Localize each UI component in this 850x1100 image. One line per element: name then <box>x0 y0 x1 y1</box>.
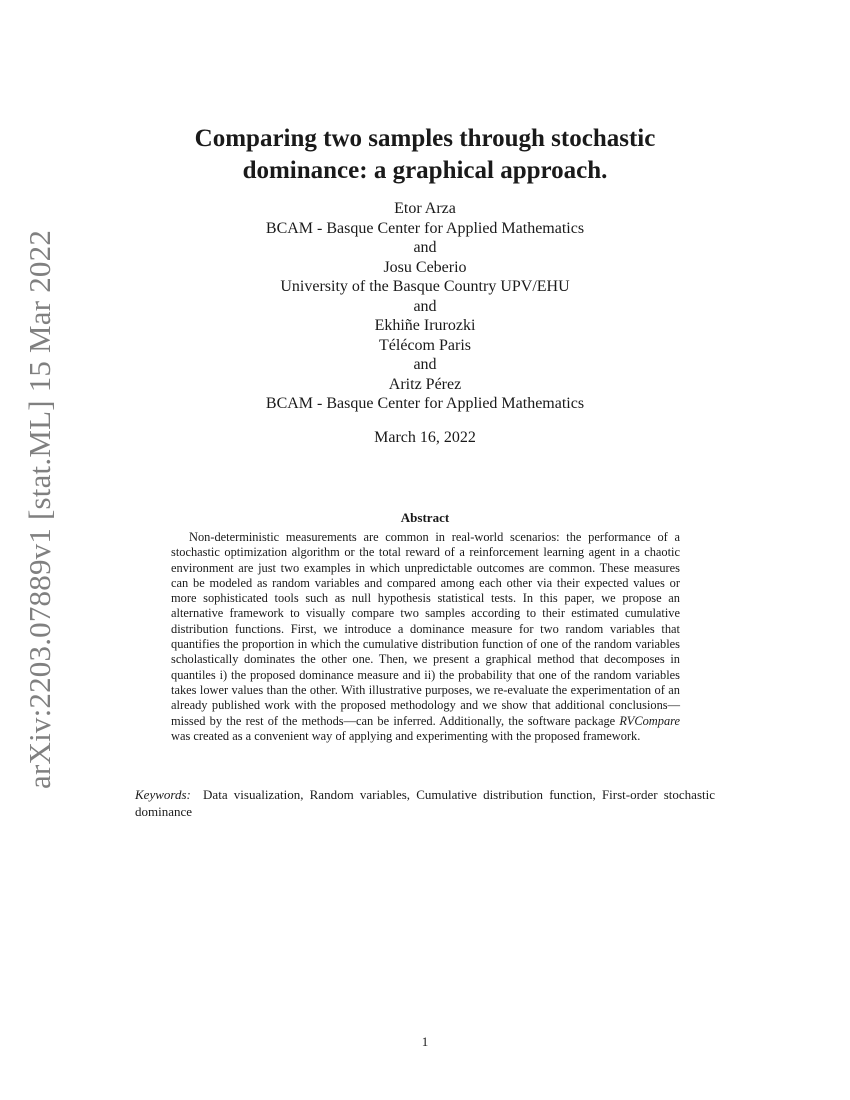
abstract-heading: Abstract <box>400 510 450 525</box>
author-name: Aritz Pérez <box>388 375 462 393</box>
abstract-paragraph <box>171 530 680 744</box>
author-affiliation: BCAM - Basque Center for Applied Mathematics <box>265 395 585 412</box>
author-affiliation: Télécom Paris <box>379 336 471 354</box>
author-name: Josu Ceberio <box>383 258 467 276</box>
keywords-list: Data visualization, Random variables, Cumulative distribution function, First-order stochastic dominance <box>135 787 716 819</box>
paper-title-line-2: dominance: a graphical approach. <box>242 157 608 184</box>
software-package-name: RVCompare <box>619 713 680 728</box>
author-name: Etor Arza <box>394 200 456 217</box>
author-affiliation: University of the Basque Country UPV/EHU <box>280 278 570 295</box>
author-block <box>0 199 850 414</box>
abstract-text-after: was created as a convenient way of applying and experimenting with the proposed framework. <box>171 728 641 743</box>
paper-title <box>0 123 850 187</box>
arxiv-identifier: arXiv:2203.07889v1 [stat.ML] 15 Mar 2022 <box>22 229 57 789</box>
author-affiliation: BCAM - Basque Center for Applied Mathematics <box>265 219 585 237</box>
paper-title-line-1: Comparing two samples through stochastic <box>194 125 656 152</box>
title-block <box>0 123 850 187</box>
publication-date: March 16, 2022 <box>374 429 476 446</box>
author-separator: and <box>413 297 437 315</box>
keywords <box>135 786 715 820</box>
abstract-body <box>171 530 680 744</box>
author-separator: and <box>413 356 437 373</box>
keywords-label: Keywords: <box>135 787 191 802</box>
page-number: 1 <box>421 1034 429 1049</box>
author-separator: and <box>413 239 437 256</box>
abstract-text-before: Non-deterministic measurements are common in real-world scenarios: the performance of a stochastic optimization algorithm or the total reward of a reinforcement learning agent in a chaotic environment are just two examples in which unpredictable outcomes are common. These measures can be modeled as random variables and compared among each other via their expected values or more sophisticated tools such as null hypothesis statistical tests. In this paper, we propose an alternative framework to visually compare two samples according to their estimated cumulative distribution functions. First, we introduce a dominance measure for two random variables that quantifies the proportion in which the cumulative distribution function of one of the random variables scholastically dominates the other one. Then, we present a graphical method that decomposes in quantiles i) the proposed dominance measure and ii) the probability that one of the random variables takes lower values than the other. With illustrative purposes, we re-evaluate the experimentation of an already published work with the proposed methodology and we show that additional conclusions—missed by the rest of the methods—can be inferred. Additionally, the software package <box>171 530 680 728</box>
author-name: Ekhiñe Irurozki <box>374 317 476 334</box>
